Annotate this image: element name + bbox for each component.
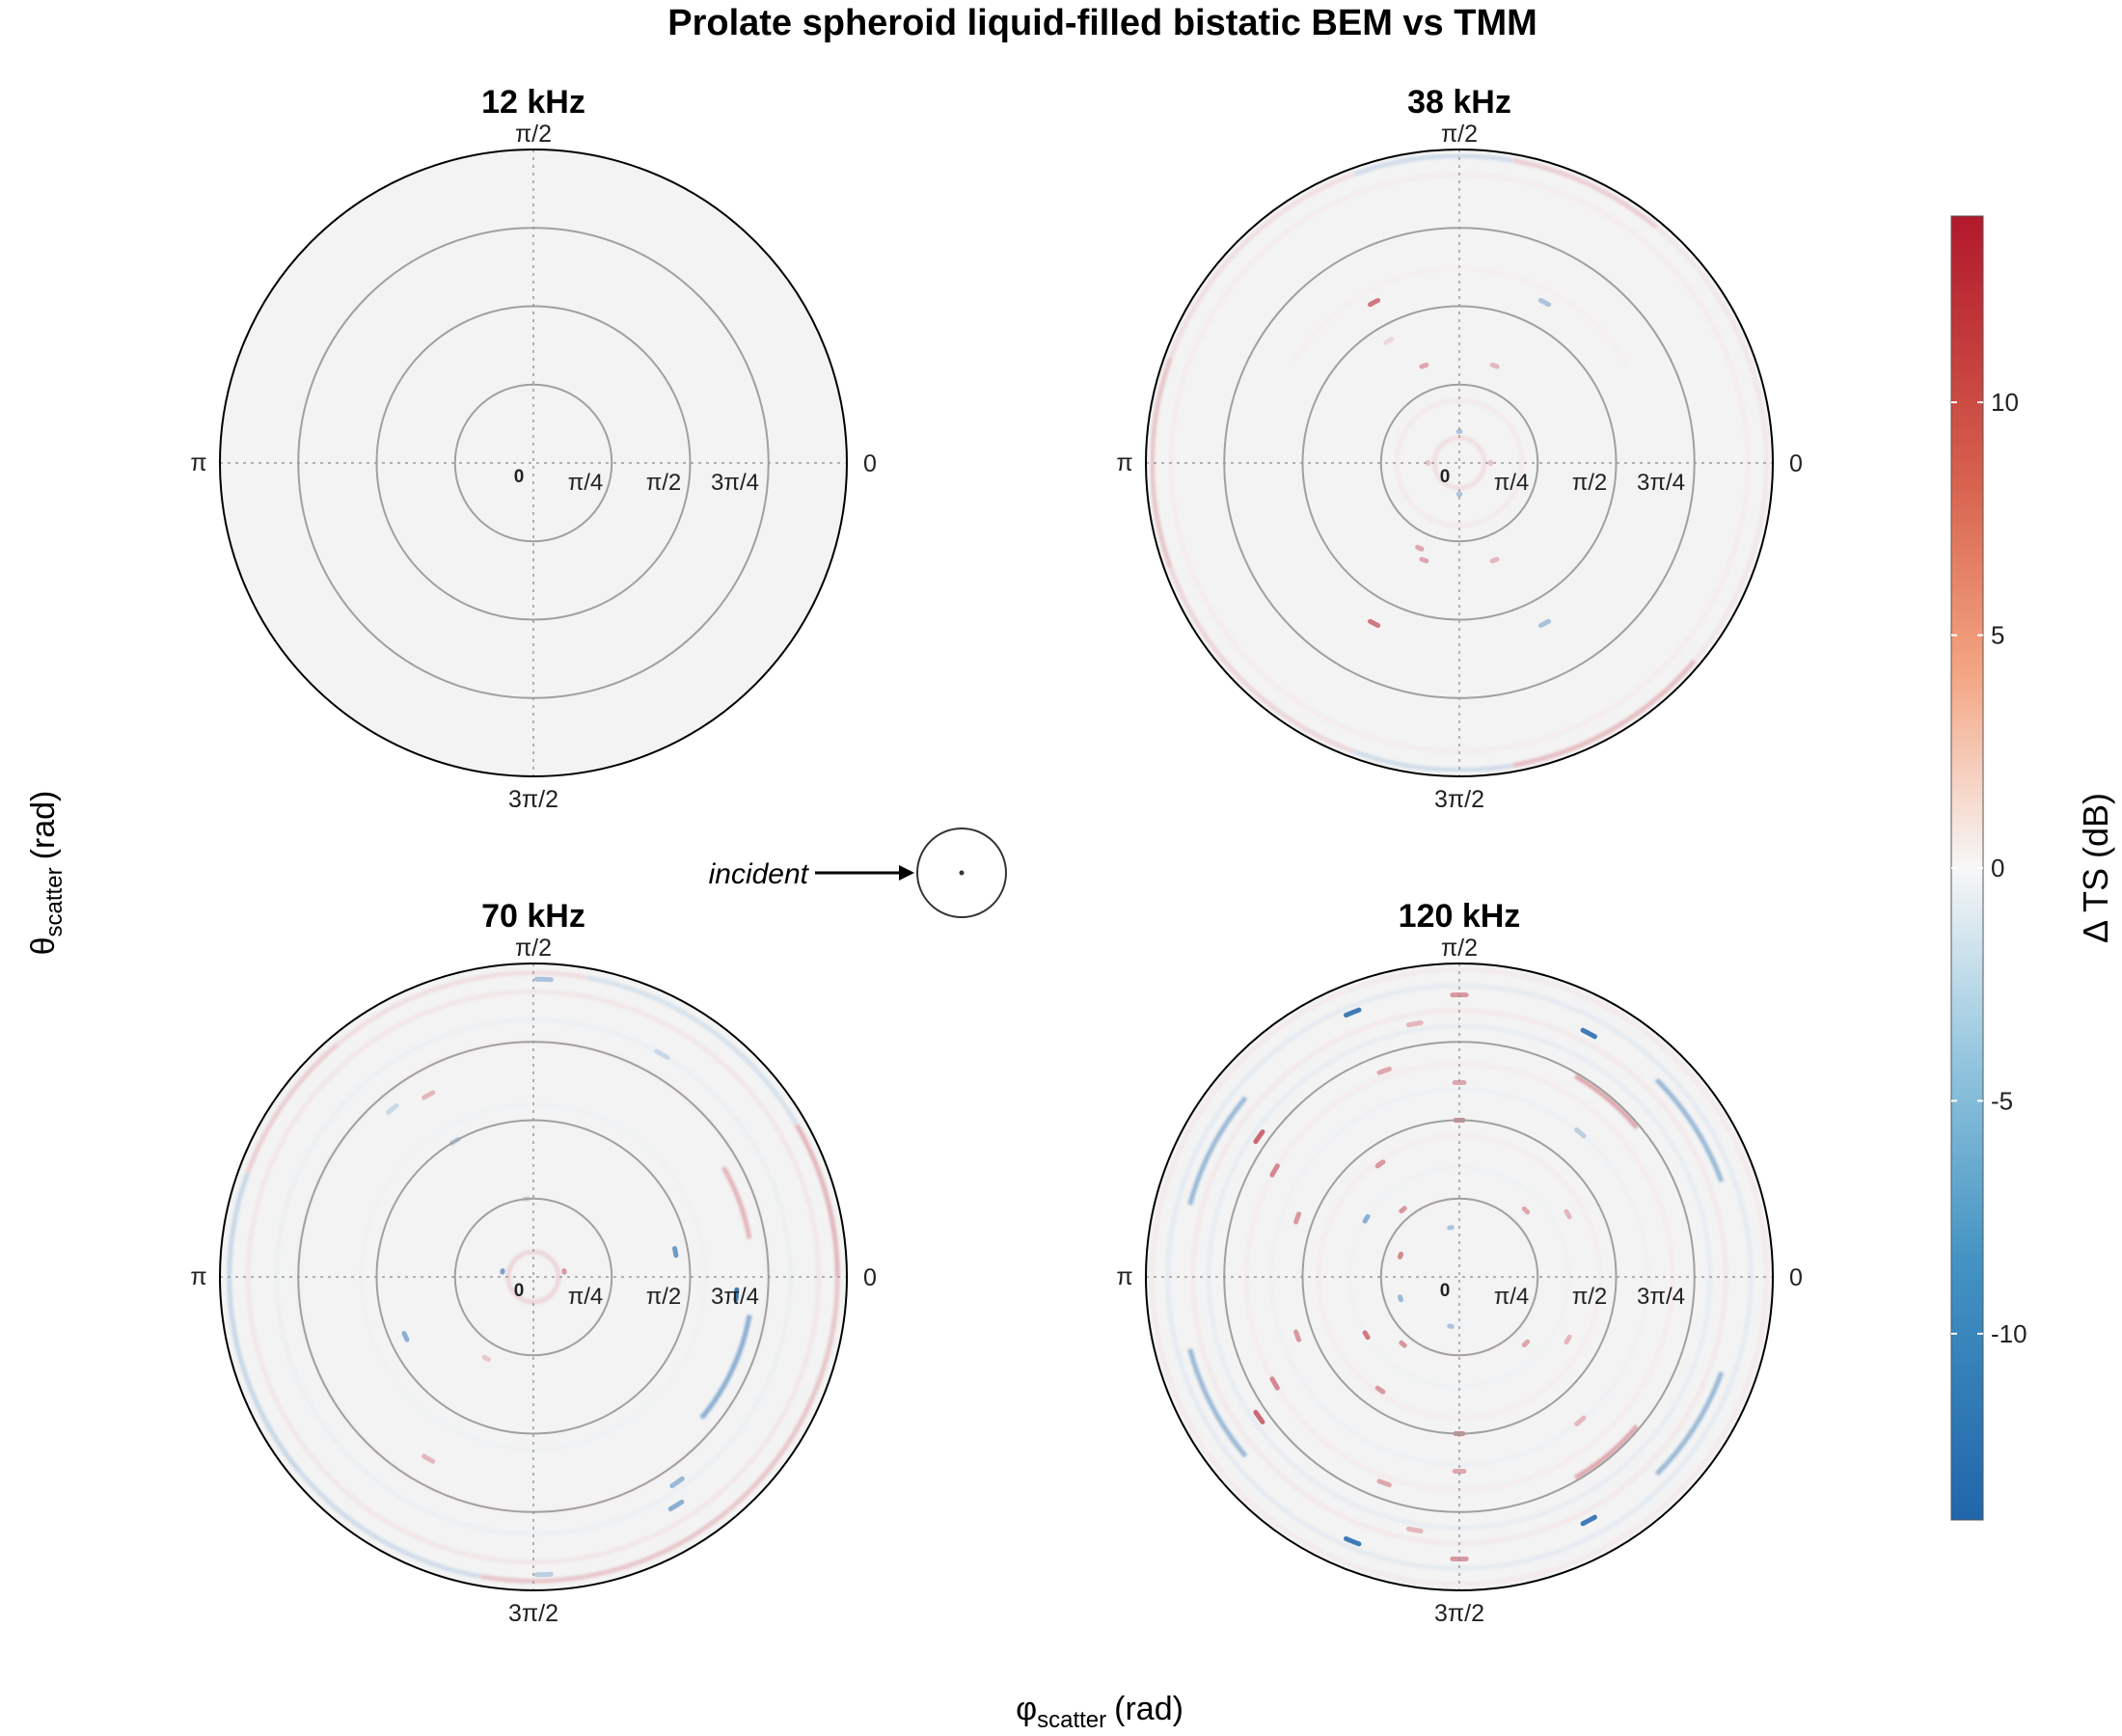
- angle-tick-label: π: [190, 449, 207, 476]
- delta-ts-spot: [1386, 339, 1392, 343]
- angle-tick-label: π: [1116, 449, 1133, 476]
- angle-tick-label: π: [1116, 1263, 1133, 1290]
- radial-tick-label: π/4: [567, 1284, 604, 1310]
- angle-tick-label: 3π/2: [1433, 1600, 1485, 1627]
- delta-ts-spot: [536, 979, 551, 980]
- delta-ts-spot: [1422, 559, 1427, 561]
- angle-tick-label: π: [190, 1263, 207, 1290]
- radial-tick-label: 0: [513, 1281, 525, 1301]
- delta-ts-spot: [1296, 1332, 1299, 1340]
- radial-tick-label: 0: [1439, 467, 1451, 487]
- radial-tick-label: π/2: [1571, 1284, 1608, 1310]
- delta-ts-spot: [404, 1334, 407, 1340]
- delta-ts-spot: [1422, 365, 1427, 366]
- angle-tick-label: π/2: [1440, 935, 1479, 962]
- angle-tick-label: 3π/2: [1433, 786, 1485, 813]
- angle-tick-label: π/2: [514, 121, 553, 148]
- delta-ts-spot: [1566, 1211, 1569, 1217]
- colorbar-title: Δ TS (dB): [2076, 792, 2115, 944]
- radial-tick-label: 3π/4: [711, 1284, 759, 1310]
- panel-title: 38 kHz: [1407, 84, 1511, 121]
- angle-tick-label: π/2: [514, 935, 553, 962]
- polar-panel: [190, 84, 877, 813]
- colorbar-tick-label: 10: [1991, 388, 2019, 418]
- radial-tick-label: 0: [1439, 1281, 1451, 1301]
- angle-tick-label: 0: [863, 450, 877, 477]
- delta-ts-spot: [1296, 1214, 1299, 1222]
- delta-ts-spot: [1400, 1297, 1401, 1300]
- delta-ts-spot: [1524, 1342, 1527, 1344]
- colorbar-tick-label: 5: [1991, 620, 2005, 650]
- panels-group: [190, 84, 1803, 1627]
- delta-ts-spot: [1377, 1388, 1383, 1392]
- delta-ts-spot: [1408, 1529, 1421, 1531]
- radial-tick-label: 0: [513, 467, 525, 487]
- radial-tick-label: π/2: [1571, 470, 1608, 496]
- colorbar-tick-label: 0: [1991, 854, 2005, 882]
- delta-ts-spot: [1365, 1333, 1368, 1338]
- polar-panel: [190, 898, 877, 1627]
- polar-panel: [1116, 898, 1803, 1627]
- delta-ts-spot: [1492, 365, 1497, 366]
- incident-label: incident: [708, 858, 808, 890]
- delta-ts-spot: [1418, 547, 1422, 549]
- angle-tick-label: 3π/2: [507, 786, 559, 813]
- delta-ts-spot: [675, 1248, 676, 1255]
- incident-dot: [960, 871, 965, 876]
- polar-panel: [1116, 84, 1803, 813]
- colorbar-tick-label: -10: [1991, 1318, 2027, 1348]
- radial-tick-label: π/2: [645, 1284, 682, 1310]
- radial-tick-label: π/4: [1493, 470, 1530, 496]
- panel-title: 120 kHz: [1398, 898, 1521, 935]
- angle-tick-label: 3π/2: [507, 1600, 559, 1627]
- colorbar-tick-label: -5: [1991, 1086, 2014, 1116]
- radial-tick-label: 3π/4: [1637, 1284, 1685, 1310]
- y-axis-label: $\theta_{scatter}(rad)$: [25, 790, 68, 956]
- delta-ts-spot: [536, 1574, 551, 1575]
- panel-title: 12 kHz: [481, 84, 585, 121]
- angle-tick-label: 0: [863, 1264, 877, 1291]
- delta-ts-spot: [1400, 1254, 1401, 1257]
- delta-ts-spot: [1377, 1162, 1383, 1166]
- colorbar: [1951, 216, 2115, 1520]
- radial-tick-label: π/4: [1493, 1284, 1530, 1310]
- angle-tick-label: 0: [1789, 450, 1803, 477]
- delta-ts-spot: [1401, 1343, 1404, 1345]
- x-axis-label: $\varphi_{scatter}$ (rad): [1016, 1691, 1183, 1733]
- angle-tick-label: 0: [1789, 1264, 1803, 1291]
- delta-ts-spot: [1492, 559, 1497, 561]
- chart-title: Prolate spheroid liquid-filled bistatic BEM vs TMM: [667, 3, 1537, 43]
- delta-ts-spot: [1365, 1216, 1368, 1221]
- radial-tick-label: π/4: [567, 470, 604, 496]
- delta-ts-spot: [1524, 1208, 1527, 1211]
- radial-tick-label: 3π/4: [711, 470, 759, 496]
- incident-inset: [709, 828, 1006, 917]
- delta-ts-spot: [484, 1357, 488, 1359]
- radial-tick-label: 3π/4: [1637, 470, 1685, 496]
- angle-tick-label: π/2: [1440, 121, 1479, 148]
- delta-ts-spot: [1408, 1022, 1421, 1024]
- panel-title: 70 kHz: [481, 898, 585, 935]
- delta-ts-spot: [1566, 1337, 1569, 1343]
- delta-ts-spot: [1401, 1208, 1404, 1211]
- incident-arrow-head: [899, 865, 914, 881]
- radial-tick-label: π/2: [645, 470, 682, 496]
